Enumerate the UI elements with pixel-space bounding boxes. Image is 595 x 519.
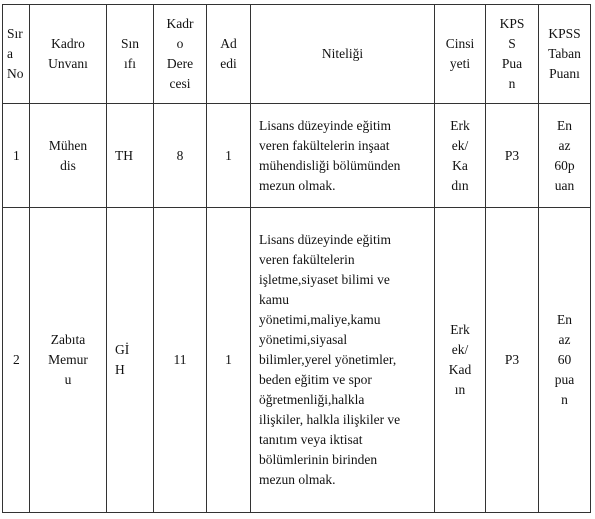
header-kadro-unvani: [30, 5, 107, 104]
header-cinsiyeti-text: Cinsi yeti: [445, 36, 475, 71]
header-adedi: [207, 5, 251, 104]
cell-cinsiyeti-text: Erk ek/ Kad ın: [448, 322, 472, 397]
cell-kpss-puan: [486, 208, 539, 513]
cell-kadro-unvani: [30, 104, 107, 208]
cell-cinsiyeti: [435, 104, 486, 208]
header-kpss-puan: [486, 5, 539, 104]
cell-kpss-taban-puani-text: En az 60 pua n: [554, 312, 575, 407]
cell-kadro-derecesi-text: 8: [176, 147, 184, 163]
cell-adedi: [207, 104, 251, 208]
cell-sinifi: [107, 208, 154, 513]
cell-kadro-unvani-text: Mühen dis: [48, 137, 88, 173]
header-kadro-derecesi-text: Kadr o Dere cesi: [166, 16, 194, 91]
cell-kadro-derecesi: [154, 104, 207, 208]
header-kpss-puan-text: KPS S Pua n: [499, 16, 525, 91]
cell-adedi-text: 1: [225, 352, 232, 367]
cell-niteligi-text: Lisans düzeyinde eğitim veren fakültelerin işletme,siyaset bilimi ve kamu yönetimi,maliye,kamu yönetimi,siyasal bilimler,yerel yönetimler, beden eğitim ve spor öğretmenliği,halkla ilişkiler, halkla ilişkiler ve tanıtım veya iktisat bölümlerinin birinden mezun olmak.: [259, 232, 401, 487]
cell-kadro-derecesi-text: 11: [173, 352, 187, 367]
cell-sira-no-text: 2: [13, 352, 20, 367]
header-adedi-text: Ad edi: [220, 36, 237, 71]
cell-adedi: [207, 208, 251, 513]
cell-adedi-text: 1: [225, 147, 232, 163]
header-kadro-derecesi: [154, 5, 207, 104]
header-niteligi-text: Niteliği: [321, 46, 364, 61]
cell-niteligi-text: Lisans düzeyinde eğitim veren fakültelerin inşaat mühendisliği bölümünden mezun olmak.: [259, 117, 401, 193]
cell-sira-no: [3, 104, 30, 208]
cell-kadro-unvani: [30, 208, 107, 513]
cell-sinifi-text: TH: [115, 147, 133, 163]
header-sinifi: [107, 5, 154, 104]
cell-kpss-puan-text: P3: [504, 352, 520, 367]
header-niteligi: [251, 5, 435, 104]
table-row: [3, 208, 591, 513]
cell-niteligi: [251, 104, 435, 208]
cell-kadro-derecesi: [154, 208, 207, 513]
cell-kpss-puan-text: P3: [504, 147, 520, 163]
header-cinsiyeti: [435, 5, 486, 104]
cell-kpss-taban-puani: [539, 104, 591, 208]
cell-kpss-puan: [486, 104, 539, 208]
staff-positions-table: [2, 4, 591, 513]
cell-kadro-unvani-text: Zabıta Memur u: [48, 332, 88, 387]
cell-niteligi: [251, 208, 435, 513]
cell-sira-no-text: 1: [13, 147, 20, 163]
cell-cinsiyeti: [435, 208, 486, 513]
cell-sinifi-text: Gİ H: [115, 342, 130, 377]
table-header-row: [3, 5, 591, 104]
cell-kpss-taban-puani-text: En az 60p uan: [554, 117, 575, 193]
cell-sinifi: [107, 104, 154, 208]
cell-kpss-taban-puani: [539, 208, 591, 513]
header-kpss-taban-puani-text: KPSS Taban Puanı: [548, 26, 581, 81]
table-row: [3, 104, 591, 208]
cell-cinsiyeti-text: Erk ek/ Ka dın: [450, 117, 470, 193]
header-sira-no-text: Sır a No: [7, 26, 24, 81]
cell-sira-no: [3, 208, 30, 513]
header-kadro-unvani-text: Kadro Unvanı: [48, 36, 88, 71]
header-kpss-taban-puani: [539, 5, 591, 104]
header-sinifi-text: Sın ıfı: [120, 36, 139, 71]
header-sira-no: [3, 5, 30, 104]
